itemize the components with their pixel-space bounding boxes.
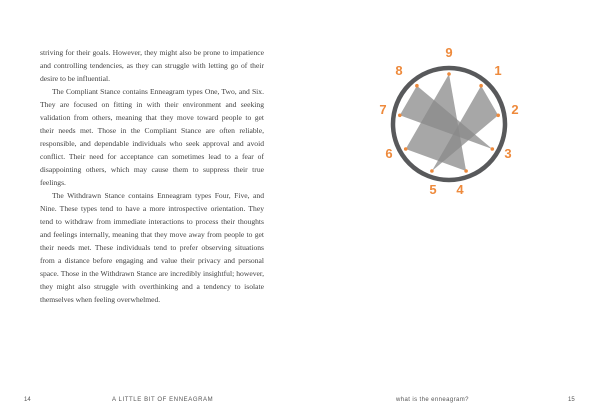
type-point-1 [479,84,483,88]
type-point-2 [496,114,500,118]
type-label-2: 2 [511,102,519,117]
type-label-1: 1 [494,63,502,78]
right-page [300,0,600,420]
type-point-7 [398,114,402,118]
type-point-8 [415,84,419,88]
type-label-5: 5 [429,182,437,197]
paragraph: The Compliant Stance contains Enneagram types One, Two, and Six. They are focused on fitting in with their environment and seeking validation from others, meaning that they move toward people to get their needs met. Those in the Compliant Stance are often reliable, responsible, and dependable individuals who seek approval and avoid conflict. Their need for acceptance can sometimes lead to a fear of disappointing others, which may cause them to suppress their true feelings. [40,87,264,187]
type-label-4: 4 [456,182,464,197]
enneagram-diagram [374,40,524,200]
running-title: A LITTLE BIT OF ENNEAGRAM [112,397,214,403]
page-number: 14 [24,397,31,403]
running-title: what is the enneagram? [396,397,469,403]
enneagram-svg [374,40,524,200]
type-label-7: 7 [379,102,387,117]
paragraph: striving for their goals. However, they might also be prone to impatience and controlling tendencies, as they can struggle with letting go of their desire to be influential. [40,48,264,83]
type-point-4 [464,169,468,173]
page-number: 15 [568,397,575,403]
type-point-6 [404,147,408,151]
type-label-3: 3 [504,146,512,161]
type-point-9 [447,72,451,76]
type-label-6: 6 [385,146,393,161]
body-text [40,46,264,306]
stance-triangle [406,74,466,171]
type-label-8: 8 [395,63,403,78]
type-point-3 [491,147,495,151]
paragraph: The Withdrawn Stance contains Enneagram types Four, Five, and Nine. These types tend to have a more introspective orientation. They tend to withdraw from immediate interactions to process their thoughts and feelings internally, meaning that they move away from people to get their needs met. These individuals tend to prefer observing situations from a distance before engaging and value their privacy and personal space. Those in the Withdrawn Stance are incredibly insightful; however, they might also struggle with overthinking and a tendency to isolate themselves when feeling overwhelmed. [40,191,264,304]
type-label-9: 9 [445,45,453,60]
type-point-5 [430,169,434,173]
